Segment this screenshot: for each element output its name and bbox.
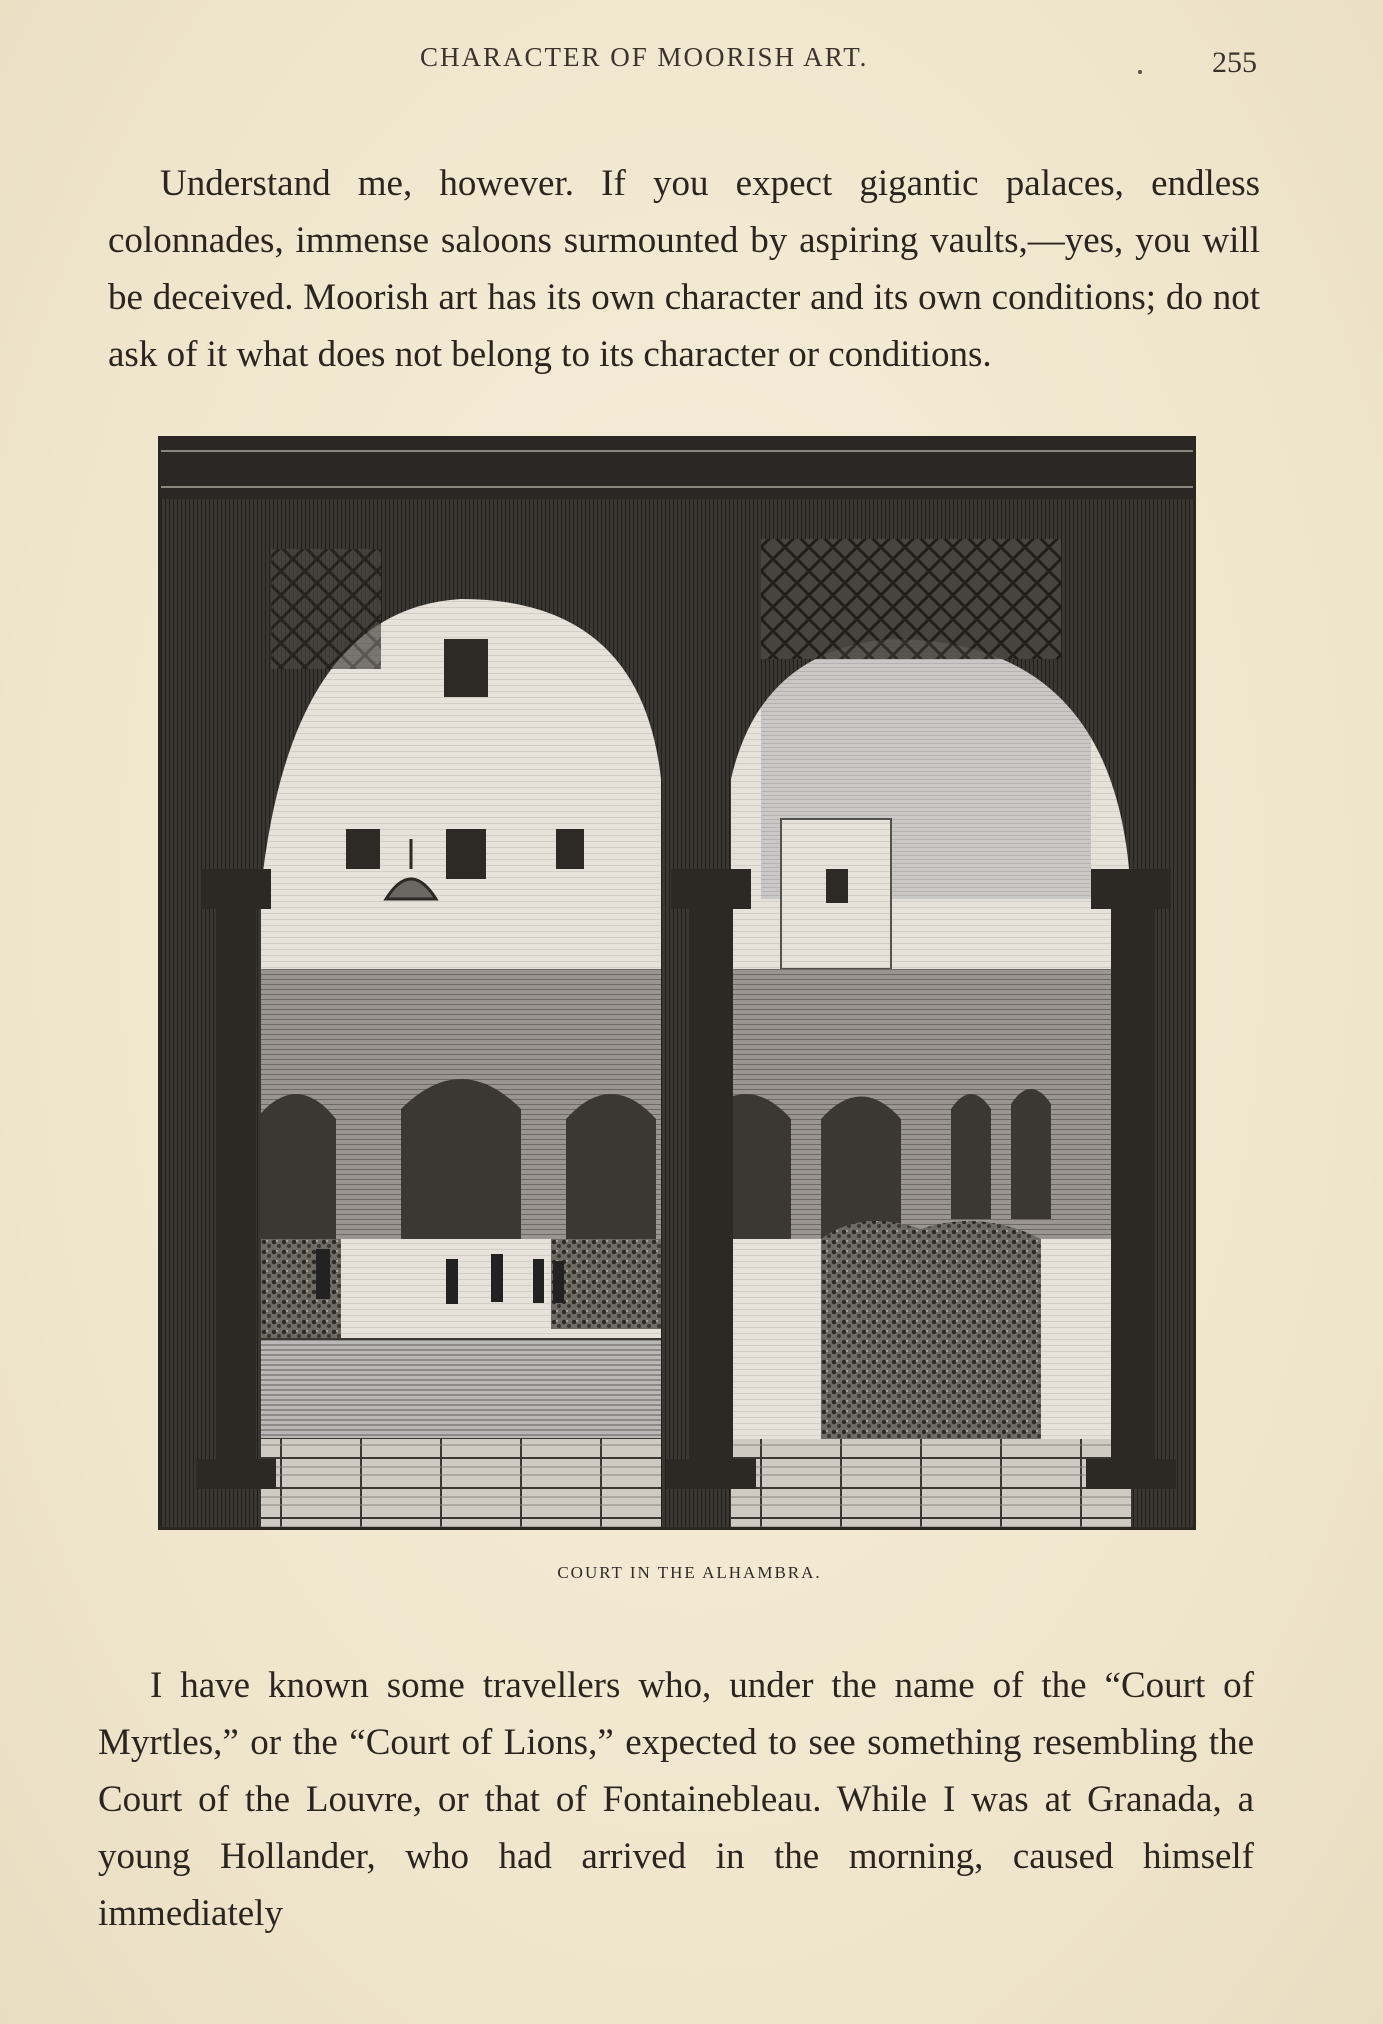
paragraph-1: Understand me, however. If you expect gigantic palaces, endless colonnades, immense saloons surmounted by aspiring vaults,—yes, you will be deceived. Moorish art has its own character and its own conditions; do not ask of it what does not belong to its character or conditions. [108, 163, 1260, 375]
illustration-court-alhambra [158, 436, 1196, 1530]
figure-caption [0, 1563, 1383, 1583]
running-head: CHARACTER OF MOORISH ART. [420, 42, 869, 72]
caption-text: COURT IN THE ALHAMBRA. [557, 1563, 822, 1582]
engraving-image [161, 439, 1193, 1527]
page-number: 255 [1212, 46, 1257, 79]
paragraph-2: I have known some travellers who, under the name of the “Court of Myrtles,” or the “Court of Lions,” expected to see something resembling the Court of the Louvre, or that of Fontainebleau. While I was at Granada, a young Hollander, who had arrived in the morning, caused himself immediately [98, 1665, 1254, 1934]
ink-speck [1138, 70, 1142, 74]
